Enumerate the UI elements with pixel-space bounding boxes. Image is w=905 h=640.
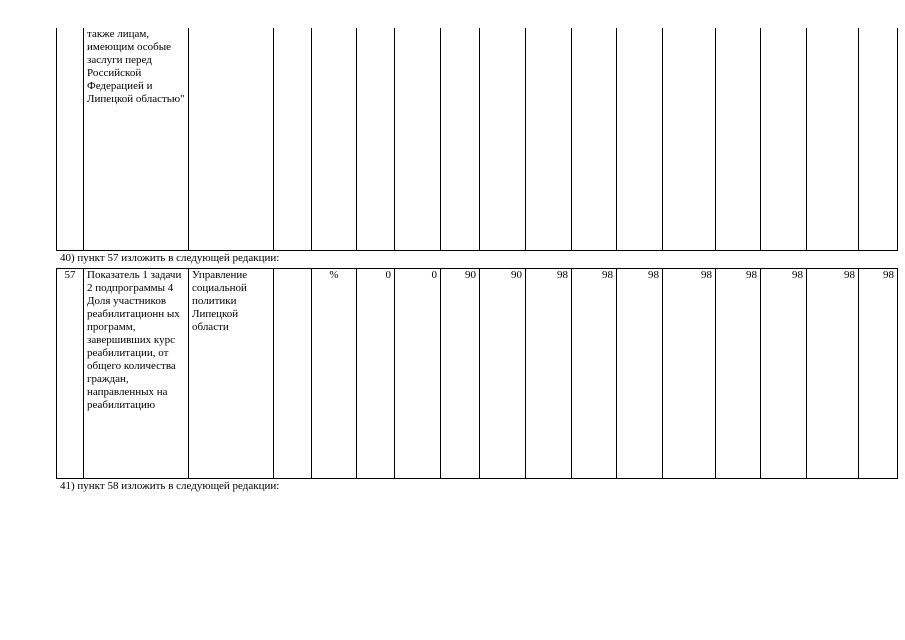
cell-value: 98	[761, 269, 807, 479]
cell-indicator-name: также лицам, имеющим особые заслуги перед Российской Федерацией и Липецкой областью"	[84, 28, 189, 250]
cell-blank	[274, 269, 312, 479]
cell-indicator-name: Показатель 1 задачи 2 подпрограммы 4 Доля участников реабилитационн ых программ, завершивших курс реабилитации, от общего количества граждан, направленных на реабилитацию	[84, 269, 189, 479]
cell-number	[57, 28, 84, 250]
cell-empty	[312, 28, 357, 250]
table-row-57-block	[56, 268, 898, 479]
cell-responsible: Управление социальной политики Липецкой области	[189, 269, 274, 479]
cell-value: 90	[441, 269, 480, 479]
cell-value: 0	[357, 269, 395, 479]
cell-empty	[859, 28, 898, 250]
cell-empty	[663, 28, 716, 250]
cell-value: 98	[572, 269, 617, 479]
table-row	[57, 28, 898, 250]
cell-number: 57	[57, 269, 84, 479]
cell-empty	[274, 28, 312, 250]
cell-value: 98	[526, 269, 572, 479]
table-continuation	[56, 28, 898, 251]
table-row	[57, 269, 898, 479]
cell-value: 98	[617, 269, 663, 479]
cell-empty	[572, 28, 617, 250]
cell-unit: %	[312, 269, 357, 479]
cell-empty	[526, 28, 572, 250]
cell-empty	[357, 28, 395, 250]
paragraph-40: 40) пункт 57 изложить в следующей редакции:	[60, 252, 280, 264]
cell-value: 98	[859, 269, 898, 479]
cell-value: 0	[395, 269, 441, 479]
cell-value: 98	[807, 269, 859, 479]
cell-value: 90	[480, 269, 526, 479]
cell-empty	[395, 28, 441, 250]
cell-empty	[441, 28, 480, 250]
paragraph-41: 41) пункт 58 изложить в следующей редакции:	[60, 480, 280, 492]
cell-empty	[189, 28, 274, 250]
cell-empty	[807, 28, 859, 250]
cell-value: 98	[663, 269, 716, 479]
cell-value: 98	[716, 269, 761, 479]
cell-empty	[716, 28, 761, 250]
cell-empty	[617, 28, 663, 250]
cell-empty	[480, 28, 526, 250]
cell-empty	[761, 28, 807, 250]
